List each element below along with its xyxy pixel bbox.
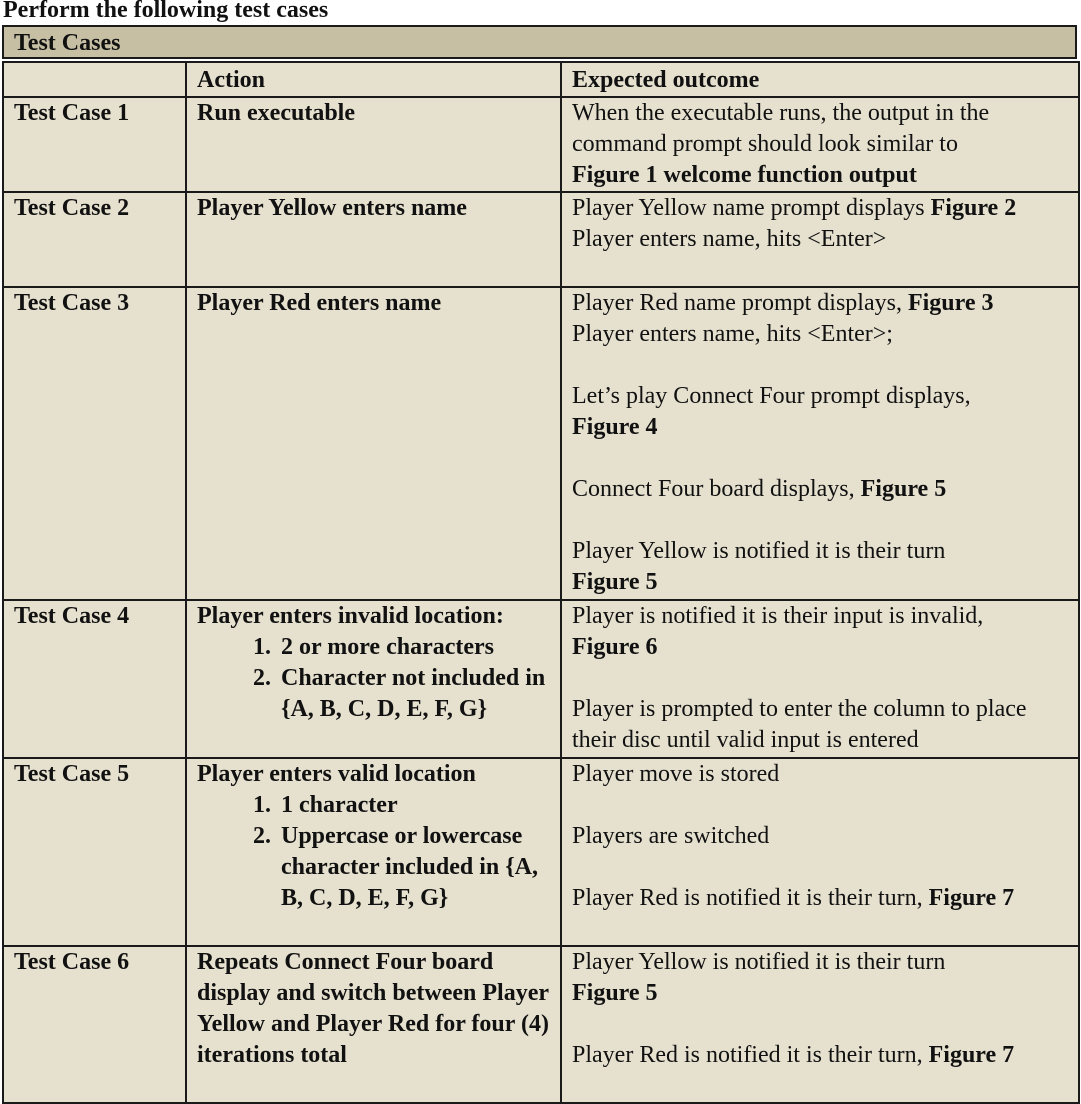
header-case-cell — [3, 62, 186, 97]
outcome-line — [572, 1040, 1070, 1071]
outcome-text: Connect Four board displays, — [572, 476, 861, 502]
action-list — [197, 790, 552, 914]
list-item: 1. 2 or more characters — [277, 632, 552, 663]
outcome-text: Player move is stored — [572, 761, 780, 787]
outcome-text: Player is notified it is their input is invalid, — [572, 603, 984, 629]
outcome-text: Player Red name prompt displays, — [572, 290, 908, 316]
table-row — [3, 192, 1079, 287]
test-case-label: Test Case 2 — [3, 192, 186, 287]
figure-reference: Figure 7 — [928, 885, 1015, 911]
outcome-text: Player Red is notified it is their turn, — [572, 885, 929, 911]
figure-reference: Figure 5 — [860, 476, 947, 502]
figure-reference: Figure 3 — [907, 290, 994, 316]
figure-reference: Figure 6 — [572, 634, 658, 660]
expected-outcome — [561, 192, 1079, 287]
expected-outcome — [561, 946, 1079, 1103]
outcome-text: Player Red is notified it is their turn, — [572, 1042, 929, 1068]
test-case-label: Test Case 1 — [3, 97, 186, 192]
figure-reference: Figure 4 — [572, 414, 658, 440]
list-item: 1. 1 character — [277, 790, 552, 821]
outcome-text: Let’s play Connect Four prompt displays, — [572, 383, 971, 409]
action-text: Player enters valid location — [197, 761, 476, 787]
figure-reference: Figure 5 — [572, 569, 658, 595]
outcome-line — [572, 883, 1070, 914]
expected-outcome — [561, 97, 1079, 192]
test-case-label: Test Case 3 — [3, 287, 186, 600]
expected-outcome — [561, 600, 1079, 758]
table-row — [3, 97, 1079, 192]
table-row — [3, 287, 1079, 600]
outcome-line — [572, 474, 1070, 505]
figure-reference: Figure 2 — [930, 195, 1017, 221]
action-text: Player Red enters name — [186, 287, 561, 600]
list-item: 2. Uppercase or lowercase character included in {A, B, C, D, E, F, G} — [277, 821, 552, 914]
outcome-text: Player enters name, hits <Enter>; — [572, 321, 893, 347]
test-case-label: Test Case 4 — [3, 600, 186, 758]
outcome-text: Player Yellow is notified it is their turn — [572, 949, 946, 975]
action-text: Repeats Connect Four board display and switch between Player Yellow and Player Red for four (4) iterations total — [186, 946, 561, 1103]
outcome-text: When the executable runs, the output in the command prompt should look similar to — [572, 100, 990, 157]
outcome-text: Player enters name, hits <Enter> — [572, 226, 887, 252]
outcome-line — [572, 193, 1070, 224]
banner-title: Test Cases — [14, 30, 121, 56]
list-item: 2. Character not included in {A, B, C, D, E, F, G} — [277, 663, 552, 725]
action-text: Player enters invalid location: — [197, 603, 504, 629]
outcome-text: Player Yellow is notified it is their turn — [572, 538, 946, 564]
action-cell — [186, 600, 561, 758]
header-action: Action — [186, 62, 561, 97]
outcome-text: Player Yellow name prompt displays — [572, 195, 931, 221]
expected-outcome — [561, 758, 1079, 946]
test-case-label: Test Case 5 — [3, 758, 186, 946]
figure-reference: Figure 1 welcome function output — [572, 162, 917, 188]
header-row — [3, 62, 1079, 97]
table-banner — [2, 25, 1077, 59]
expected-outcome — [561, 287, 1079, 600]
table-row — [3, 600, 1079, 758]
action-text: Run executable — [186, 97, 561, 192]
figure-reference: Figure 7 — [928, 1042, 1015, 1068]
test-cases-table — [2, 61, 1080, 1104]
page-heading: Perform the following test cases — [3, 0, 329, 23]
figure-reference: Figure 5 — [572, 980, 658, 1006]
outcome-text: Players are switched — [572, 823, 770, 849]
table-row — [3, 758, 1079, 946]
outcome-text: Player is prompted to enter the column to place their disc until valid input is entered — [572, 696, 1027, 753]
test-case-label: Test Case 6 — [3, 946, 186, 1103]
action-cell — [186, 758, 561, 946]
table-row — [3, 946, 1079, 1103]
action-list — [197, 632, 552, 725]
action-text: Player Yellow enters name — [186, 192, 561, 287]
outcome-line — [572, 288, 1070, 319]
header-expected: Expected outcome — [561, 62, 1079, 97]
